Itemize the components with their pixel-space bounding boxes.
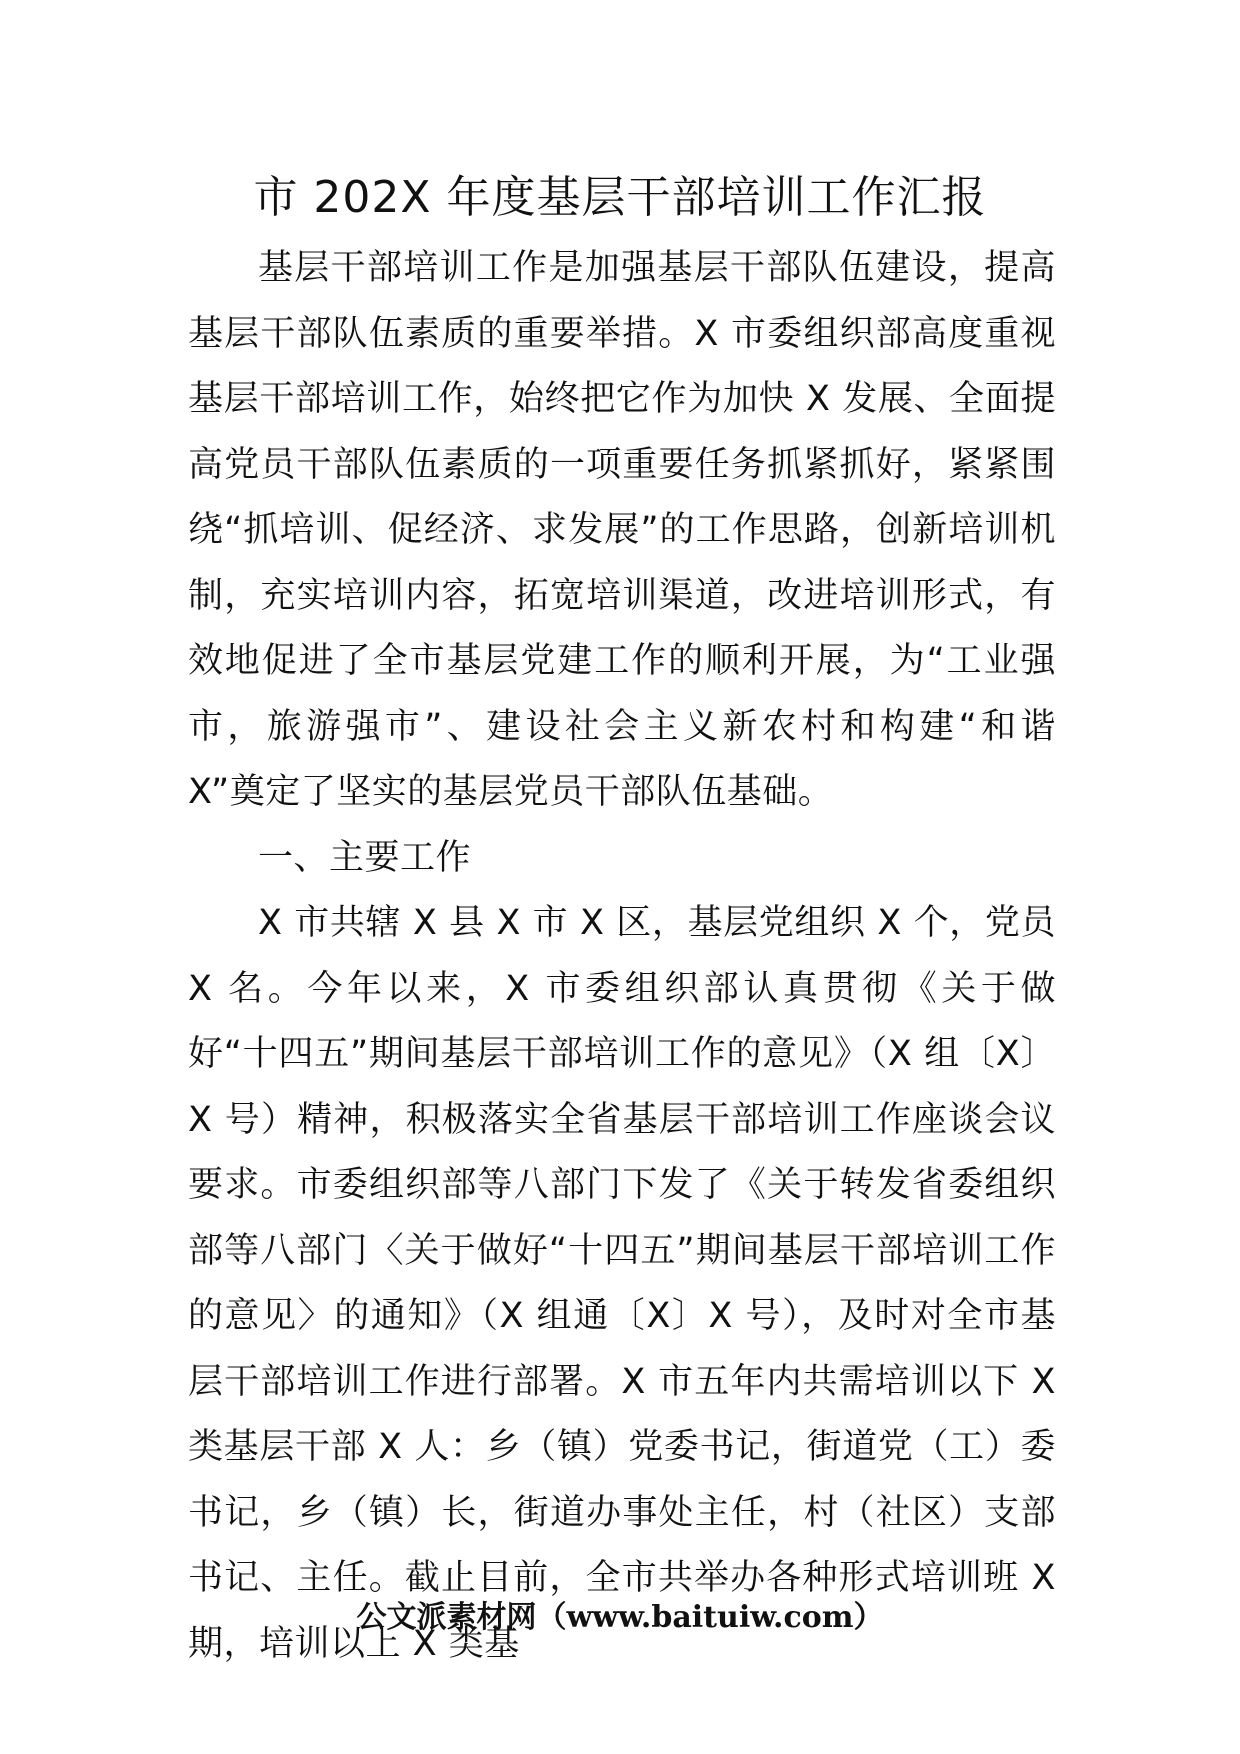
document-body — [188, 236, 1056, 1677]
intro-paragraph: 基层干部培训工作是加强基层干部队伍建设，提高基层干部队伍素质的重要举措。X 市委组织部高度重视基层干部培训工作，始终把它作为加快 X 发展、全面提高党员干部队伍素质的一项重要任务抓紧抓好，紧紧围绕“抓培训、促经济、求发展”的工作思路，创新培训机制，充实培训内容，拓宽培训渠道，改进培训形式，有效地促进了全市基层党建工作的顺利开展，为“工业强市，旅游强市”、建设社会主义新农村和构建“和谐 X”奠定了坚实的基层党员干部队伍基础。 — [188, 248, 1056, 812]
document-title: 市 202X 年度基层干部培训工作汇报 — [253, 172, 987, 223]
section-heading: 一、主要工作 — [258, 837, 472, 878]
main-work-paragraph: X 市共辖 X 县 X 市 X 区，基层党组织 X 个，党员 X 名。今年以来，X 市委组织部认真贯彻《关于做好“十四五”期间基层干部培训工作的意见》（X 组〔X〕X 号）精神，积极落实全省基层干部培训工作座谈会议要求。市委组织部等八部门下发了《关于转发省委组织部等八部门〈关于做好“十四五”期间基层干部培训工作的意见〉的通知》（X 组通〔X〕X 号），及时对全市基层干部培训工作进行部署。X 市五年内共需培训以下 X 类基层干部 X 人：乡（镇）党委书记，街道党（工）委书记，乡（镇）长，街道办事处主任，村（社区）支部书记、主任。截止目前，全市共举办各种形式培训班 X 期，培训以上 X 类基 — [188, 903, 1056, 1664]
footer-watermark: 公文派素材网（www.baituiw.com） — [356, 1600, 884, 1635]
